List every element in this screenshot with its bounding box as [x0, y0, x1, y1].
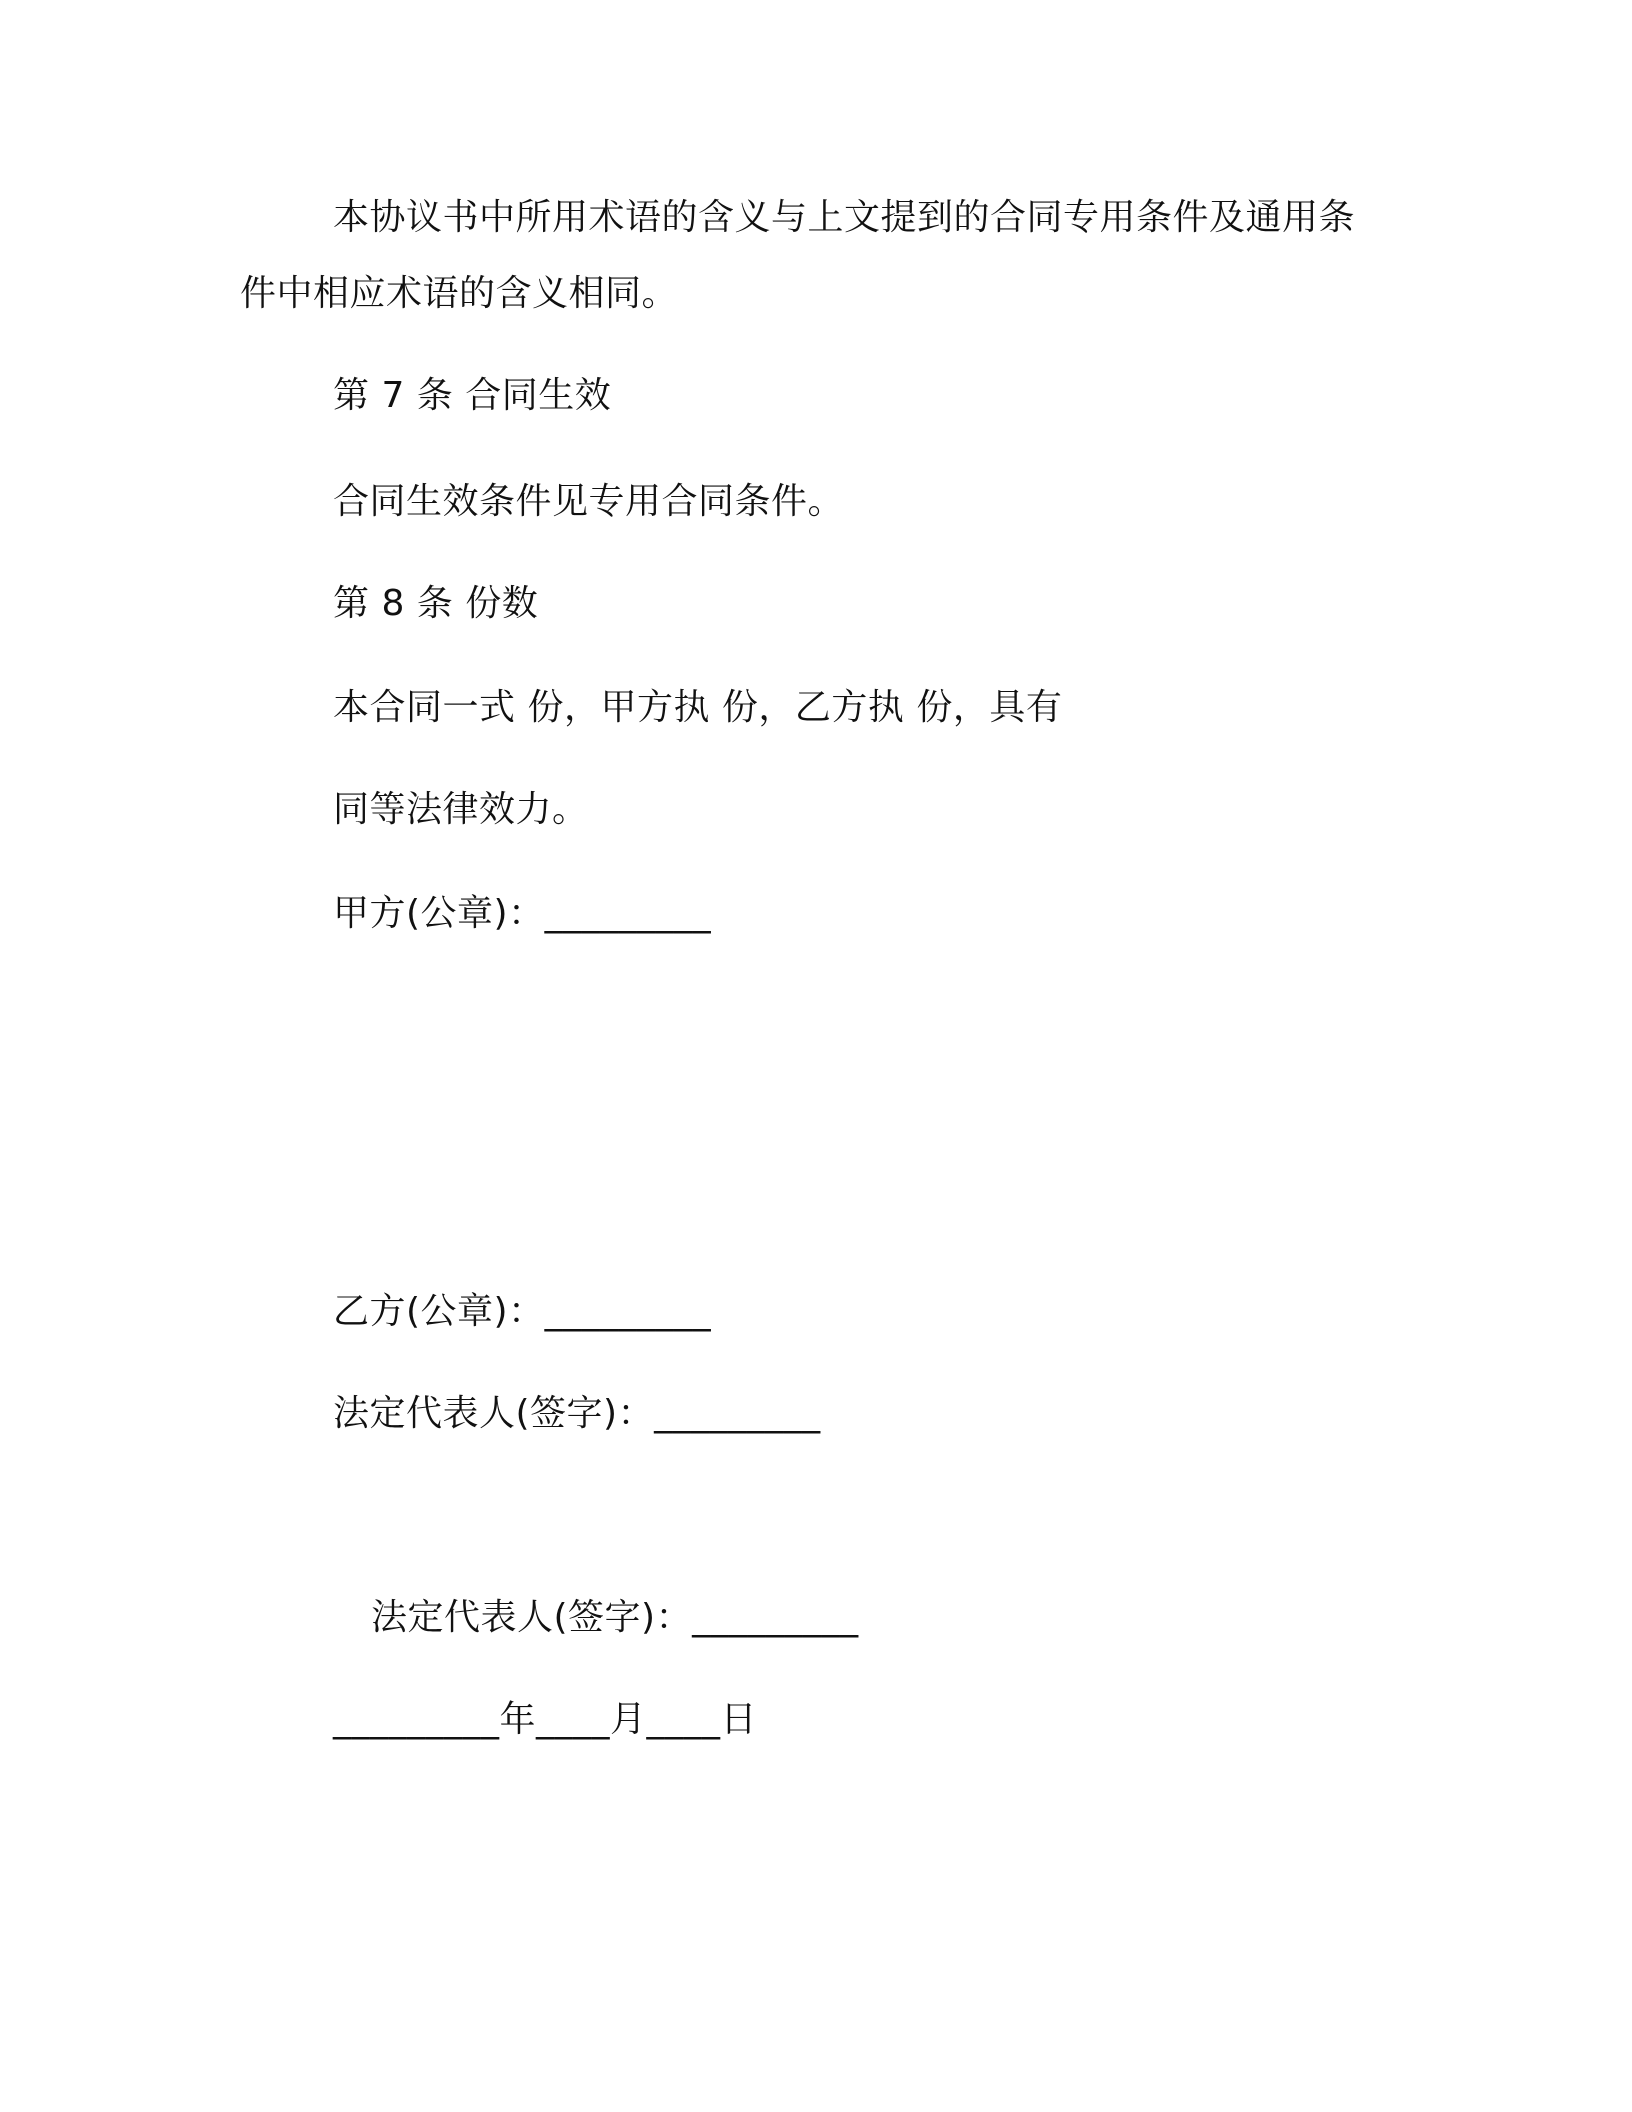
- article-8-body-line-1: 本合同一式 份，甲方执 份，乙方执 份，具有: [333, 687, 1063, 728]
- legal-representative-line-1: 法定代表人(签字)：_________: [333, 1393, 821, 1434]
- party-a-seal-line: 甲方(公章)：_________: [333, 893, 712, 934]
- article-7-body: 合同生效条件见专用合同条件。: [333, 481, 845, 522]
- paragraph-terms-line-1: 本协议书中所用术语的含义与上文提到的合同专用条件及通用条: [333, 197, 1356, 238]
- date-line: _________年____月____日: [333, 1699, 757, 1740]
- paragraph-terms-line-2: 件中相应术语的含义相同。: [240, 273, 679, 314]
- article-8-heading: 第 8 条 份数: [333, 583, 539, 624]
- party-b-seal-line: 乙方(公章)：_________: [333, 1291, 712, 1332]
- legal-representative-line-2: 法定代表人(签字)：_________: [371, 1597, 859, 1638]
- article-8-body-line-2: 同等法律效力。: [333, 789, 589, 830]
- article-7-heading: 第 7 条 合同生效: [333, 375, 612, 416]
